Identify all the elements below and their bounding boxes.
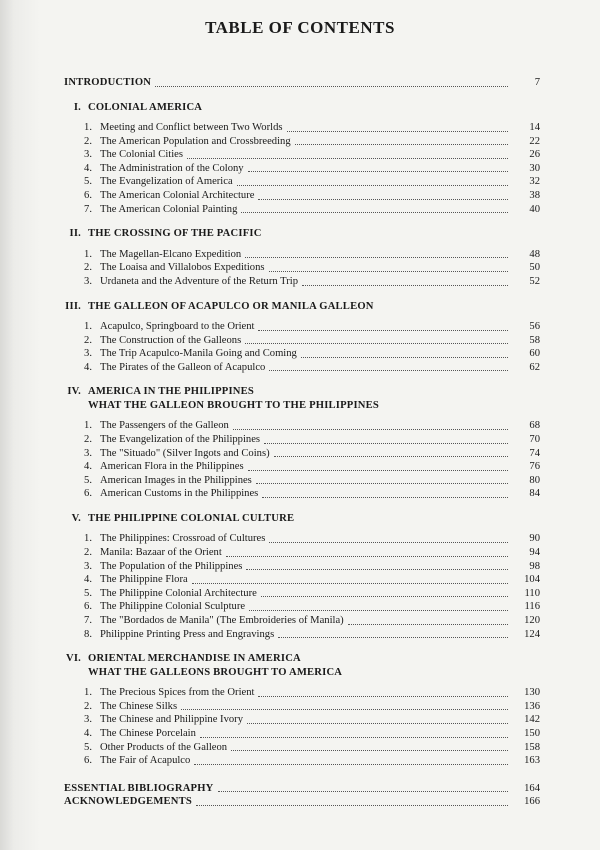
- dot-leader: [301, 349, 508, 358]
- section-numeral: IV.: [67, 386, 81, 398]
- entry-page: 74: [529, 447, 540, 459]
- entry-page: 62: [529, 361, 540, 373]
- entry-number: 2.: [84, 135, 92, 147]
- toc-entry: [64, 546, 540, 560]
- entry-label: The Chinese Porcelain: [100, 728, 196, 739]
- entry-number: 8.: [84, 628, 92, 640]
- page-title: TABLE OF CONTENTS: [205, 18, 395, 37]
- entry-label: Meeting and Conflict between Two Worlds: [100, 122, 283, 134]
- entry-number: 5.: [84, 741, 92, 753]
- dot-leader: [218, 783, 508, 792]
- dot-leader: [295, 136, 508, 145]
- entry-page: 110: [524, 587, 540, 599]
- toc-entry-closing: [64, 795, 540, 809]
- section-heading: [64, 385, 540, 412]
- entry-number: 4.: [84, 728, 92, 739]
- section-heading: [64, 101, 540, 115]
- toc-entry: [64, 600, 540, 614]
- dot-leader: [269, 263, 508, 272]
- section-title: THE GALLEON OF ACAPULCO OR MANILA GALLEON: [88, 300, 374, 312]
- entry-number: 3.: [84, 447, 92, 459]
- dot-leader: [192, 575, 508, 584]
- entry-label: The Magellan-Elcano Expedition: [100, 248, 242, 260]
- entry-page: 142: [524, 714, 540, 726]
- toc-entry: [64, 361, 540, 375]
- toc-entry: [64, 433, 540, 447]
- entry-number: 1.: [84, 321, 92, 333]
- entry-page: 32: [529, 176, 540, 188]
- section-numeral: VI.: [65, 653, 81, 665]
- toc-section: [64, 300, 540, 375]
- entry-page: 7: [534, 77, 540, 88]
- section-title: ORIENTAL MERCHANDISE IN AMERICA: [88, 653, 301, 665]
- dot-leader: [245, 335, 508, 344]
- section-heading: [64, 227, 540, 241]
- dot-leader: [155, 78, 508, 87]
- entry-page: 22: [529, 135, 540, 147]
- dot-leader: [237, 177, 508, 186]
- toc-section: [64, 385, 540, 501]
- entry-label: The Chinese Silks: [100, 700, 178, 712]
- toc-entry: [64, 741, 540, 755]
- entry-page: 120: [524, 615, 540, 627]
- entry-page: 84: [529, 488, 540, 500]
- entry-page: 90: [529, 533, 540, 545]
- entry-page: 163: [524, 755, 540, 767]
- dot-leader: [269, 534, 508, 543]
- toc-entry: [64, 754, 540, 768]
- entry-page: 116: [524, 601, 540, 613]
- toc-entry: [64, 560, 540, 574]
- section-title: THE CROSSING OF THE PACIFIC: [88, 228, 262, 240]
- entry-page: 56: [529, 321, 540, 333]
- toc-sections: [64, 101, 540, 768]
- section-title: COLONIAL AMERICA: [88, 101, 203, 113]
- dot-leader: [302, 277, 508, 286]
- toc-entry-closing: [64, 782, 540, 796]
- toc-entry: [64, 162, 540, 176]
- dot-leader: [269, 362, 508, 371]
- entry-page: 26: [529, 149, 540, 161]
- section-heading: [64, 652, 540, 679]
- entry-label: The Pirates of the Galleon of Acapulco: [100, 361, 266, 373]
- entry-label: ACKNOWLEDGEMENTS: [64, 796, 192, 808]
- entry-number: 1.: [84, 420, 92, 432]
- entry-page: 30: [529, 162, 540, 174]
- entry-label: American Flora in the Philippines: [100, 461, 244, 473]
- dot-leader: [278, 629, 508, 638]
- section-heading: [64, 512, 540, 526]
- dot-leader: [181, 701, 508, 710]
- dot-leader: [248, 163, 508, 172]
- toc-section: [64, 652, 540, 768]
- dot-leader: [246, 561, 508, 570]
- toc-entry: [64, 175, 540, 189]
- entry-number: 5.: [84, 587, 92, 599]
- entry-label: The American Colonial Painting: [100, 203, 238, 215]
- entry-label: The Loaisa and Villalobos Expeditions: [100, 262, 265, 274]
- section-title: WHAT THE GALLEONS BROUGHT TO AMERICA: [88, 666, 343, 678]
- toc-entry: [64, 487, 540, 501]
- toc-entry: [64, 587, 540, 601]
- entry-label: The American Population and Crossbreeding: [100, 135, 291, 147]
- dot-leader: [256, 475, 508, 484]
- entry-number: 5.: [84, 474, 92, 486]
- toc-entry-introduction: [64, 76, 540, 90]
- entry-label: The Philippine Colonial Architecture: [100, 587, 257, 599]
- section-title: AMERICA IN THE PHILIPPINES: [88, 386, 254, 398]
- toc-entry: [64, 686, 540, 700]
- entry-number: 3.: [84, 348, 92, 360]
- toc-entry: [64, 419, 540, 433]
- toc-entry: [64, 248, 540, 262]
- dot-leader: [194, 756, 508, 765]
- entry-page: 94: [529, 547, 540, 559]
- dot-leader: [200, 729, 508, 738]
- toc-entry: [64, 573, 540, 587]
- entry-label: ESSENTIAL BIBLIOGRAPHY: [64, 782, 214, 794]
- entry-number: 6.: [84, 488, 92, 500]
- toc-entry: [64, 135, 540, 149]
- toc-entry: [64, 261, 540, 275]
- toc-entry: [64, 275, 540, 289]
- dot-leader: [249, 602, 508, 611]
- entry-page: 68: [529, 420, 540, 432]
- entry-page: 38: [529, 190, 540, 202]
- entry-number: 1.: [84, 687, 92, 699]
- entry-number: 2.: [84, 547, 92, 559]
- toc-closing-entries: [64, 782, 540, 809]
- toc-entry: [64, 203, 540, 217]
- toc-entry: [64, 447, 540, 461]
- entry-number: 4.: [84, 574, 92, 586]
- dot-leader: [233, 421, 508, 430]
- section-heading: [64, 300, 540, 314]
- entry-label: Manila: Bazaar of the Orient: [100, 547, 222, 559]
- entry-label: The Precious Spices from the Orient: [100, 687, 255, 699]
- entry-label: The American Colonial Architecture: [100, 190, 255, 202]
- entry-label: The Construction of the Galleons: [100, 334, 242, 346]
- entry-label: INTRODUCTION: [64, 77, 152, 88]
- entry-number: 3.: [84, 275, 92, 287]
- entry-label: The Administration of the Colony: [100, 162, 244, 174]
- entry-page: 40: [529, 203, 540, 215]
- entry-page: 80: [529, 474, 540, 486]
- section-numeral: I.: [73, 101, 81, 113]
- toc-entry: [64, 121, 540, 135]
- entry-label: The "Situado" (Silver Ingots and Coins): [100, 447, 270, 459]
- entry-number: 4.: [84, 461, 92, 473]
- section-title: WHAT THE GALLEON BROUGHT TO THE PHILIPPINES: [88, 399, 379, 411]
- entry-number: 1.: [84, 122, 92, 134]
- entry-page: 70: [529, 434, 540, 445]
- entry-number: 6.: [84, 755, 92, 767]
- toc-entry: [64, 460, 540, 474]
- entry-page: 48: [529, 248, 540, 260]
- entry-page: 104: [524, 574, 540, 586]
- toc-entry: [64, 727, 540, 741]
- dot-leader: [247, 715, 508, 724]
- toc-entry: [64, 532, 540, 546]
- toc-section: [64, 512, 540, 641]
- dot-leader: [258, 688, 508, 697]
- entry-label: The "Bordados de Manila" (The Embroideries of Manila): [100, 615, 344, 627]
- dot-leader: [231, 742, 508, 751]
- entry-page: 58: [529, 334, 540, 346]
- entry-number: 2.: [84, 434, 92, 445]
- dot-leader: [262, 489, 508, 498]
- toc-entry: [64, 700, 540, 714]
- dot-leader: [258, 322, 508, 331]
- entry-page: 14: [529, 122, 540, 134]
- entry-page: 76: [529, 461, 540, 473]
- dot-leader: [226, 548, 508, 557]
- entry-number: 7.: [84, 615, 92, 627]
- entry-number: 2.: [84, 334, 92, 346]
- entry-number: 2.: [84, 262, 92, 274]
- entry-number: 4.: [84, 162, 92, 174]
- entry-label: The Population of the Philippines: [100, 560, 243, 572]
- entry-label: Acapulco, Springboard to the Orient: [100, 321, 255, 333]
- entry-label: American Customs in the Philippines: [100, 488, 259, 500]
- entry-page: 166: [524, 796, 540, 808]
- dot-leader: [348, 616, 508, 625]
- entry-page: 98: [529, 560, 540, 572]
- dot-leader: [241, 204, 508, 213]
- entry-number: 5.: [84, 176, 92, 188]
- entry-label: American Images in the Philippines: [100, 474, 252, 486]
- entry-page: 158: [524, 741, 540, 753]
- dot-leader: [196, 797, 508, 806]
- dot-leader: [261, 588, 508, 597]
- entry-page: 136: [524, 700, 540, 712]
- section-numeral: III.: [65, 300, 81, 312]
- entry-number: 1.: [84, 533, 92, 545]
- entry-page: 164: [524, 782, 540, 794]
- entry-label: Urdaneta and the Adventure of the Return Trip: [100, 275, 299, 287]
- toc-entry: [64, 148, 540, 162]
- entry-number: 3.: [84, 560, 92, 572]
- entry-number: 6.: [84, 190, 92, 202]
- entry-page: 50: [529, 262, 540, 274]
- entry-label: The Passengers of the Galleon: [100, 420, 229, 432]
- entry-label: The Colonial Cities: [100, 149, 183, 161]
- entry-page: 52: [529, 275, 540, 287]
- section-numeral: II.: [69, 228, 81, 240]
- dot-leader: [258, 191, 508, 200]
- toc-entry: [64, 713, 540, 727]
- entry-number: 7.: [84, 203, 92, 215]
- entry-label: The Evangelization of America: [100, 176, 233, 188]
- entry-label: Philippine Printing Press and Engravings: [100, 628, 275, 640]
- section-numeral: V.: [71, 512, 81, 524]
- toc-section: [64, 227, 540, 288]
- dot-leader: [245, 249, 508, 258]
- entry-number: 3.: [84, 714, 92, 726]
- entry-label: The Philippines: Crossroad of Cultures: [100, 533, 266, 545]
- entry-label: Other Products of the Galleon: [100, 741, 228, 753]
- dot-leader: [187, 150, 508, 159]
- entry-page: 124: [524, 628, 540, 640]
- dot-leader: [248, 462, 508, 471]
- entry-number: 6.: [84, 601, 92, 613]
- dot-leader: [264, 435, 508, 444]
- toc-entry: [64, 334, 540, 348]
- toc-entry: [64, 320, 540, 334]
- entry-label: The Evangelization of the Philippines: [100, 434, 261, 445]
- entry-page: 130: [524, 687, 540, 699]
- entry-number: 3.: [84, 149, 92, 161]
- toc-entry: [64, 628, 540, 642]
- entry-page: 150: [524, 728, 540, 739]
- table-of-contents: [64, 76, 540, 809]
- toc-entry: [64, 189, 540, 203]
- entry-label: The Fair of Acapulco: [100, 755, 191, 767]
- dot-leader: [274, 448, 508, 457]
- entry-number: 1.: [84, 248, 92, 260]
- entry-number: 4.: [84, 361, 92, 373]
- entry-label: The Philippine Flora: [100, 574, 188, 586]
- entry-label: The Chinese and Philippine Ivory: [100, 714, 243, 726]
- dot-leader: [287, 123, 509, 132]
- toc-entry: [64, 474, 540, 488]
- toc-entry: [64, 347, 540, 361]
- entry-label: The Philippine Colonial Sculpture: [100, 601, 246, 613]
- entry-label: The Trip Acapulco-Manila Going and Coming: [100, 348, 297, 360]
- toc-entry: [64, 614, 540, 628]
- entry-number: 2.: [84, 700, 92, 712]
- section-title: THE PHILIPPINE COLONIAL CULTURE: [88, 512, 295, 524]
- entry-page: 60: [529, 348, 540, 360]
- toc-section: [64, 101, 540, 217]
